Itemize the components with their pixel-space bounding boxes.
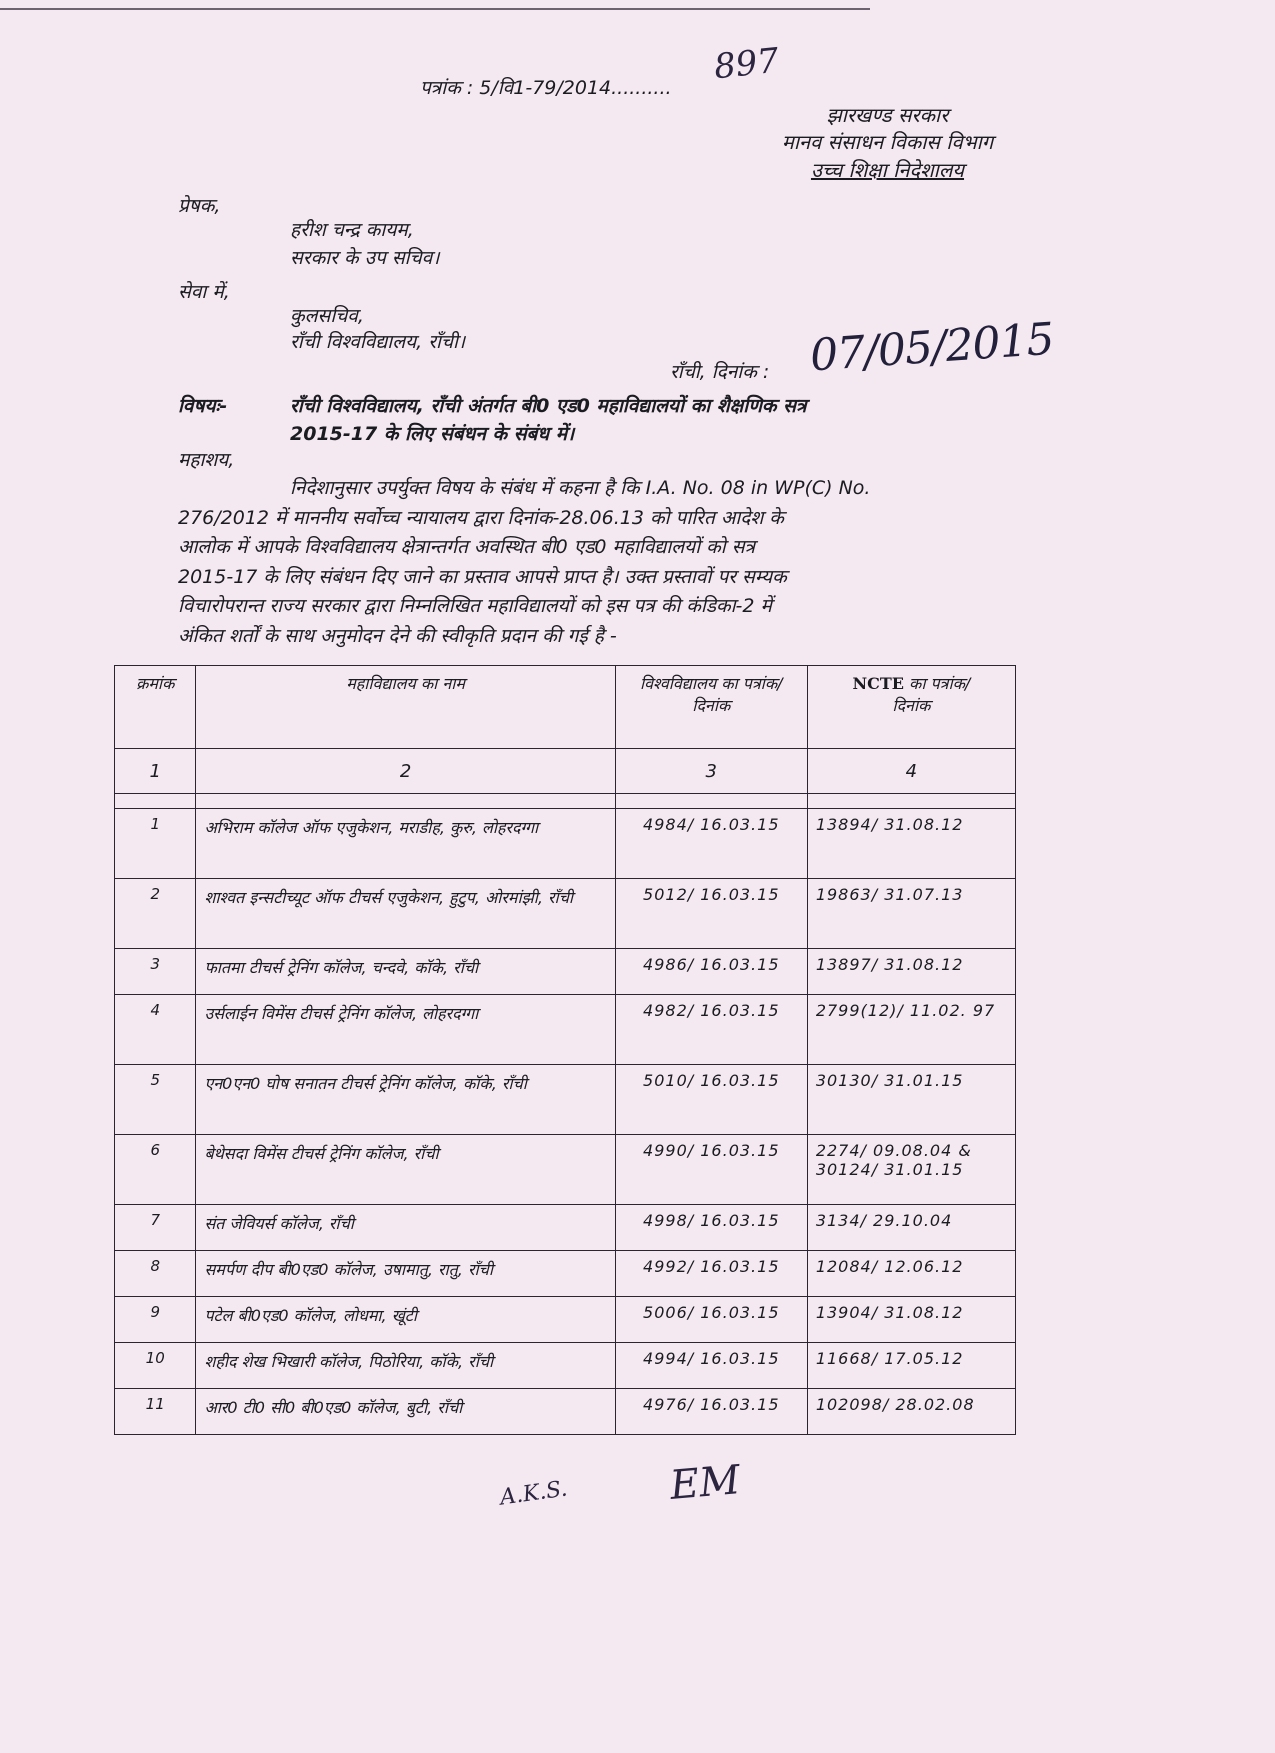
row-college-name: संत जेवियर्स कॉलेज, राँची — [196, 1205, 615, 1251]
row-ncte-ref: 3134/ 29.10.04 — [807, 1205, 1015, 1251]
row-college-name: शाश्वत इन्सटीच्यूट ऑफ टीचर्स एजुकेशन, हुटुप, ओरमांझी, राँची — [196, 879, 615, 949]
row-university-ref: 4994/ 16.03.15 — [615, 1343, 807, 1389]
header-serial: क्रमांक — [115, 666, 196, 749]
row-ncte-ref: 2274/ 09.08.04 & 30124/ 31.01.15 — [807, 1135, 1015, 1205]
recipient-label: सेवा में, — [178, 281, 230, 303]
table-row — [115, 809, 1016, 879]
row-serial: 8 — [115, 1251, 196, 1297]
row-serial: 11 — [115, 1389, 196, 1435]
table-row — [115, 1205, 1016, 1251]
row-serial: 3 — [115, 949, 196, 995]
header-university-ref: विश्वविद्यालय का पत्रांक/ दिनांक — [615, 666, 807, 749]
column-number-row — [115, 749, 1016, 794]
body-paragraph — [178, 474, 1030, 651]
row-serial: 7 — [115, 1205, 196, 1251]
header-ncte-rest: का पत्रांक/ — [903, 674, 971, 693]
row-university-ref: 4990/ 16.03.15 — [615, 1135, 807, 1205]
recipient-name: कुलसचिव, — [290, 305, 364, 327]
row-ncte-ref: 13897/ 31.08.12 — [807, 949, 1015, 995]
column-number: 4 — [807, 749, 1015, 794]
handwritten-signature: EM — [668, 1457, 743, 1509]
row-college-name: पटेल बी0एड0 कॉलेज, लोधमा, खूंटी — [196, 1297, 615, 1343]
row-college-name: एन0एन0 घोष सनातन टीचर्स ट्रेनिंग कॉलेज, कॉके, राँची — [196, 1065, 615, 1135]
row-ncte-ref: 13904/ 31.08.12 — [807, 1297, 1015, 1343]
row-serial: 6 — [115, 1135, 196, 1205]
header-college: महाविद्यालय का नाम — [196, 666, 615, 749]
table-row — [115, 1065, 1016, 1135]
date-label: राँची, दिनांक : — [670, 361, 770, 383]
table-row — [115, 995, 1016, 1065]
row-serial: 5 — [115, 1065, 196, 1135]
handwritten-reference: 897 — [712, 40, 781, 88]
body-line: विचारोपरान्त राज्य सरकार द्वारा निम्नलिखित महाविद्यालयों को इस पत्र की कंडिका-2 में — [178, 595, 772, 617]
table-row — [115, 1343, 1016, 1389]
row-university-ref: 5006/ 16.03.15 — [615, 1297, 807, 1343]
row-college-name: उर्सलाईन विमेंस टीचर्स ट्रेनिंग कॉलेज, लोहरदग्गा — [196, 995, 615, 1065]
top-rule — [0, 8, 870, 10]
header-ncte-sub: दिनांक — [892, 696, 931, 715]
directorate-name: उच्च शिक्षा निदेशालय — [810, 158, 965, 182]
row-college-name: फातमा टीचर्स ट्रेनिंग कॉलेज, चन्दवे, कॉके, राँची — [196, 949, 615, 995]
column-number: 1 — [115, 749, 196, 794]
row-university-ref: 4982/ 16.03.15 — [615, 995, 807, 1065]
department-name: मानव संसाधन विकास विभाग — [781, 130, 994, 154]
salutation: महाशय, — [178, 449, 235, 471]
subject-label: विषयः- — [178, 395, 228, 417]
row-ncte-ref: 2799(12)/ 11.02. 97 — [807, 995, 1015, 1065]
column-number: 2 — [196, 749, 615, 794]
row-university-ref: 4998/ 16.03.15 — [615, 1205, 807, 1251]
table-body — [115, 809, 1016, 1435]
subject-line-1: राँची विश्वविद्यालय, राँची अंतर्गत बी0 एड0 महाविद्यालयों का शैक्षणिक सत्र — [290, 395, 807, 417]
row-serial: 2 — [115, 879, 196, 949]
table-row — [115, 1135, 1016, 1205]
body-line: निदेशानुसार उपर्युक्त विषय के संबंध में कहना है कि I.A. No. 08 in WP(C) No. — [290, 477, 871, 499]
row-ncte-ref: 13894/ 31.08.12 — [807, 809, 1015, 879]
spacer-row — [115, 794, 1016, 809]
handwritten-date: 07/05/2015 — [808, 313, 1056, 382]
colleges-table — [114, 665, 1016, 1435]
row-college-name: शहीद शेख भिखारी कॉलेज, पिठोरिया, कॉके, राँची — [196, 1343, 615, 1389]
row-university-ref: 5010/ 16.03.15 — [615, 1065, 807, 1135]
sender-designation: सरकार के उप सचिव। — [290, 247, 440, 269]
table-row — [115, 949, 1016, 995]
column-number: 3 — [615, 749, 807, 794]
table-row — [115, 1251, 1016, 1297]
body-line: अंकित शर्तों के साथ अनुमोदन देने की स्वीकृति प्रदान की गई है - — [178, 624, 617, 647]
row-serial: 1 — [115, 809, 196, 879]
sender-name: हरीश चन्द्र कायम, — [290, 219, 414, 241]
row-university-ref: 4992/ 16.03.15 — [615, 1251, 807, 1297]
row-college-name: आर0 टी0 सी0 बी0एड0 कॉलेज, बुटी, राँची — [196, 1389, 615, 1435]
row-ncte-ref: 19863/ 31.07.13 — [807, 879, 1015, 949]
row-serial: 4 — [115, 995, 196, 1065]
table-row — [115, 879, 1016, 949]
body-line: आलोक में आपके विश्वविद्यालय क्षेत्रान्तर्गत अवस्थित बी0 एड0 महाविद्यालयों को सत्र — [178, 536, 756, 558]
row-serial: 10 — [115, 1343, 196, 1389]
row-serial: 9 — [115, 1297, 196, 1343]
row-university-ref: 4986/ 16.03.15 — [615, 949, 807, 995]
table-header-row — [115, 666, 1016, 749]
recipient-organization: राँची विश्वविद्यालय, राँची। — [290, 331, 466, 353]
handwritten-initials: A.K.S. — [498, 1476, 569, 1511]
header-ncte — [807, 666, 1015, 749]
table-row — [115, 1297, 1016, 1343]
row-ncte-ref: 30130/ 31.01.15 — [807, 1065, 1015, 1135]
row-ncte-ref: 102098/ 28.02.08 — [807, 1389, 1015, 1435]
row-college-name: समर्पण दीप बी0एड0 कॉलेज, उषामातु, रातु, राँची — [196, 1251, 615, 1297]
row-ncte-ref: 12084/ 12.06.12 — [807, 1251, 1015, 1297]
subject-line-2: 2015-17 के लिए संबंधन के संबंध में। — [290, 423, 575, 445]
body-line: 276/2012 में माननीय सर्वोच्च न्यायालय द्वारा दिनांक-28.06.13 को पारित आदेश के — [178, 506, 784, 529]
government-name: झारखण्ड सरकार — [826, 103, 949, 127]
reference-number: पत्रांक : 5/वि1-79/2014.......... — [420, 77, 672, 99]
table-row — [115, 1389, 1016, 1435]
header-ncte-bold: NCTE — [852, 674, 904, 693]
row-university-ref: 4976/ 16.03.15 — [615, 1389, 807, 1435]
row-ncte-ref: 11668/ 17.05.12 — [807, 1343, 1015, 1389]
row-college-name: अभिराम कॉलेज ऑफ एजुकेशन, मराडीह, कुरु, लोहरदग्गा — [196, 809, 615, 879]
row-university-ref: 4984/ 16.03.15 — [615, 809, 807, 879]
row-university-ref: 5012/ 16.03.15 — [615, 879, 807, 949]
sender-label: प्रेषक, — [178, 195, 221, 217]
row-college-name: बेथेसदा विमेंस टीचर्स ट्रेनिंग कॉलेज, राँची — [196, 1135, 615, 1205]
body-line: 2015-17 के लिए संबंधन दिए जाने का प्रस्ताव आपसे प्राप्त है। उक्त प्रस्तावों पर सम्यक — [178, 565, 787, 588]
